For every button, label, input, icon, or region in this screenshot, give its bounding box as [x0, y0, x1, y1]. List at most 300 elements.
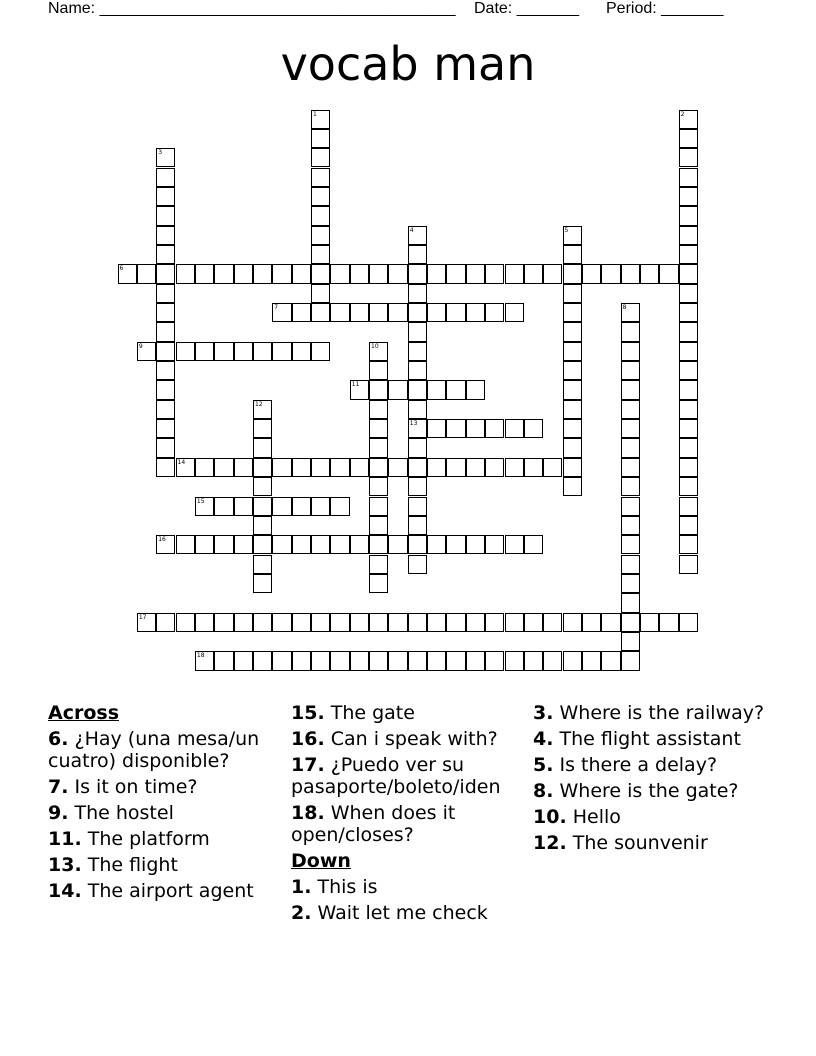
grid-cell[interactable]	[621, 361, 640, 380]
grid-cell[interactable]	[369, 477, 388, 496]
clue-item	[533, 728, 769, 750]
grid-cell[interactable]	[563, 264, 582, 283]
grid-cell[interactable]	[195, 458, 214, 477]
grid-cell[interactable]	[543, 458, 562, 477]
cell-number: 6	[119, 265, 124, 273]
grid-cell[interactable]	[195, 651, 214, 670]
grid-cell[interactable]	[195, 264, 214, 283]
grid-cell[interactable]	[311, 168, 330, 187]
grid-cell[interactable]	[350, 380, 369, 399]
grid-cell[interactable]	[195, 535, 214, 554]
grid-cell[interactable]	[234, 535, 253, 554]
grid-cell[interactable]	[408, 477, 427, 496]
grid-cell[interactable]	[369, 303, 388, 322]
grid-cell[interactable]	[679, 168, 698, 187]
grid-cell[interactable]	[601, 651, 620, 670]
grid-cell[interactable]	[388, 651, 407, 670]
cell-number: 7	[274, 304, 279, 311]
grid-cell[interactable]	[640, 613, 659, 632]
grid-cell[interactable]	[621, 380, 640, 399]
grid-cell[interactable]	[137, 264, 156, 283]
grid-cell[interactable]	[350, 651, 369, 670]
grid-cell[interactable]	[563, 303, 582, 322]
grid-cell[interactable]	[621, 438, 640, 457]
grid-cell[interactable]	[621, 400, 640, 419]
grid-cell[interactable]	[679, 245, 698, 264]
grid-cell[interactable]	[369, 438, 388, 457]
grid-cell[interactable]	[330, 458, 349, 477]
grid-cell[interactable]	[156, 226, 175, 245]
grid-cell[interactable]	[369, 555, 388, 574]
grid-cell[interactable]	[156, 419, 175, 438]
grid-cell[interactable]	[156, 148, 175, 167]
grid-cell[interactable]	[388, 535, 407, 554]
grid-cell[interactable]	[330, 651, 349, 670]
grid-cell[interactable]	[446, 458, 465, 477]
grid-cell[interactable]	[621, 651, 640, 670]
grid-cell[interactable]	[234, 264, 253, 283]
grid-cell[interactable]	[408, 361, 427, 380]
grid-cell[interactable]	[350, 535, 369, 554]
grid-cell[interactable]	[253, 419, 272, 438]
grid-cell[interactable]	[156, 613, 175, 632]
grid-cell[interactable]	[408, 264, 427, 283]
grid-cell[interactable]	[330, 264, 349, 283]
grid-cell[interactable]	[485, 535, 504, 554]
grid-cell[interactable]	[137, 342, 156, 361]
grid-cell[interactable]	[408, 342, 427, 361]
cell-number: 15	[196, 497, 205, 505]
grid-cell[interactable]	[408, 380, 427, 399]
grid-cell[interactable]	[466, 651, 485, 670]
grid-cell[interactable]	[408, 458, 427, 477]
grid-cell[interactable]	[311, 148, 330, 167]
grid-cell[interactable]	[156, 264, 175, 283]
grid-cell[interactable]	[679, 322, 698, 341]
grid-cell[interactable]	[214, 535, 233, 554]
grid-cell[interactable]	[427, 535, 446, 554]
grid-cell[interactable]	[446, 419, 465, 438]
grid-cell[interactable]	[137, 613, 156, 632]
grid-cell[interactable]	[621, 555, 640, 574]
grid-cell[interactable]	[446, 613, 465, 632]
grid-cell[interactable]	[679, 419, 698, 438]
grid-cell[interactable]	[505, 264, 524, 283]
grid-cell[interactable]	[369, 535, 388, 554]
grid-cell[interactable]	[621, 458, 640, 477]
grid-cell[interactable]	[466, 458, 485, 477]
grid-cell[interactable]	[253, 651, 272, 670]
grid-cell[interactable]	[621, 535, 640, 554]
grid-cell[interactable]	[369, 613, 388, 632]
grid-cell[interactable]	[234, 342, 253, 361]
grid-cell[interactable]	[466, 303, 485, 322]
grid-cell[interactable]	[563, 438, 582, 457]
grid-cell[interactable]	[292, 264, 311, 283]
grid-cell[interactable]	[505, 458, 524, 477]
clue-number: 10.	[533, 806, 567, 828]
grid-cell[interactable]	[505, 419, 524, 438]
grid-cell[interactable]	[369, 419, 388, 438]
grid-cell[interactable]	[156, 187, 175, 206]
grid-cell[interactable]	[563, 245, 582, 264]
clue-text: The airport agent	[81, 880, 254, 902]
grid-cell[interactable]	[679, 110, 698, 129]
clue-text: Is it on time?	[68, 776, 198, 798]
grid-cell[interactable]	[427, 264, 446, 283]
grid-cell[interactable]	[543, 613, 562, 632]
grid-cell[interactable]	[563, 284, 582, 303]
cell-number: 5	[564, 226, 569, 234]
grid-cell[interactable]	[679, 535, 698, 554]
grid-cell[interactable]	[176, 264, 195, 283]
grid-cell[interactable]	[253, 400, 272, 419]
grid-cell[interactable]	[582, 264, 601, 283]
grid-cell[interactable]	[156, 284, 175, 303]
grid-cell[interactable]	[156, 361, 175, 380]
grid-cell[interactable]	[369, 380, 388, 399]
grid-cell[interactable]	[485, 613, 504, 632]
grid-cell[interactable]	[272, 497, 291, 516]
grid-cell[interactable]	[156, 168, 175, 187]
grid-cell[interactable]	[272, 458, 291, 477]
grid-cell[interactable]	[446, 651, 465, 670]
grid-cell[interactable]	[485, 651, 504, 670]
grid-cell[interactable]	[214, 264, 233, 283]
clue-item	[48, 728, 284, 772]
grid-cell[interactable]	[679, 497, 698, 516]
grid-cell[interactable]	[621, 632, 640, 651]
grid-cell[interactable]	[388, 458, 407, 477]
grid-cell[interactable]	[621, 264, 640, 283]
grid-cell[interactable]	[253, 555, 272, 574]
grid-cell[interactable]	[408, 651, 427, 670]
grid-cell[interactable]	[369, 497, 388, 516]
grid-cell[interactable]	[350, 264, 369, 283]
grid-cell[interactable]	[292, 651, 311, 670]
grid-cell[interactable]	[195, 342, 214, 361]
grid-cell[interactable]	[118, 264, 137, 283]
grid-cell[interactable]	[679, 264, 698, 283]
grid-cell[interactable]	[311, 187, 330, 206]
grid-cell[interactable]	[350, 303, 369, 322]
clue-number: 1.	[291, 876, 312, 898]
grid-cell[interactable]	[388, 303, 407, 322]
grid-cell[interactable]	[330, 535, 349, 554]
grid-cell[interactable]	[543, 651, 562, 670]
grid-cell[interactable]	[679, 148, 698, 167]
grid-cell[interactable]	[272, 651, 291, 670]
grid-cell[interactable]	[272, 342, 291, 361]
cell-number: 1	[313, 110, 317, 118]
grid-cell[interactable]	[156, 438, 175, 457]
grid-cell[interactable]	[621, 477, 640, 496]
grid-cell[interactable]	[621, 322, 640, 341]
grid-cell[interactable]	[369, 574, 388, 593]
grid-cell[interactable]	[446, 264, 465, 283]
grid-cell[interactable]	[563, 419, 582, 438]
grid-cell[interactable]	[253, 477, 272, 496]
grid-cell[interactable]	[408, 535, 427, 554]
clues-column-2	[291, 702, 531, 928]
grid-cell[interactable]	[292, 303, 311, 322]
clue-number: 13.	[48, 854, 82, 876]
puzzle-title: vocab man	[280, 37, 536, 91]
grid-cell[interactable]	[679, 400, 698, 419]
grid-cell[interactable]	[330, 303, 349, 322]
grid-cell[interactable]	[679, 342, 698, 361]
grid-cell[interactable]	[195, 613, 214, 632]
grid-cell[interactable]	[156, 322, 175, 341]
grid-cell[interactable]	[524, 613, 543, 632]
grid-cell[interactable]	[543, 264, 562, 283]
grid-cell[interactable]	[408, 497, 427, 516]
grid-cell[interactable]	[369, 516, 388, 535]
grid-cell[interactable]	[427, 303, 446, 322]
grid-cell[interactable]	[156, 535, 175, 554]
grid-cell[interactable]	[485, 419, 504, 438]
grid-cell[interactable]	[369, 361, 388, 380]
grid-cell[interactable]	[311, 458, 330, 477]
grid-cell[interactable]	[446, 303, 465, 322]
grid-cell[interactable]	[408, 245, 427, 264]
grid-cell[interactable]	[292, 458, 311, 477]
grid-cell[interactable]	[621, 497, 640, 516]
grid-cell[interactable]	[311, 303, 330, 322]
grid-cell[interactable]	[563, 342, 582, 361]
grid-cell[interactable]	[156, 458, 175, 477]
grid-cell[interactable]	[311, 613, 330, 632]
grid-cell[interactable]	[427, 419, 446, 438]
grid-cell[interactable]	[350, 458, 369, 477]
grid-cell[interactable]	[446, 380, 465, 399]
grid-cell[interactable]	[679, 438, 698, 457]
grid-cell[interactable]	[621, 593, 640, 612]
grid-cell[interactable]	[679, 458, 698, 477]
grid-cell[interactable]	[369, 400, 388, 419]
grid-cell[interactable]	[408, 226, 427, 245]
grid-cell[interactable]	[272, 303, 291, 322]
grid-cell[interactable]	[679, 477, 698, 496]
grid-cell[interactable]	[369, 264, 388, 283]
grid-cell[interactable]	[253, 458, 272, 477]
grid-cell[interactable]	[311, 497, 330, 516]
grid-cell[interactable]	[311, 284, 330, 303]
grid-cell[interactable]	[466, 535, 485, 554]
grid-cell[interactable]	[466, 380, 485, 399]
clue-item	[533, 832, 769, 854]
grid-cell[interactable]	[234, 651, 253, 670]
grid-cell[interactable]	[659, 264, 678, 283]
grid-cell[interactable]	[524, 419, 543, 438]
grid-cell[interactable]	[195, 497, 214, 516]
grid-cell[interactable]	[253, 264, 272, 283]
grid-cell[interactable]	[214, 613, 233, 632]
grid-cell[interactable]	[408, 516, 427, 535]
grid-cell[interactable]	[408, 400, 427, 419]
grid-cell[interactable]	[292, 535, 311, 554]
cell-number: 16	[158, 536, 166, 544]
grid-cell[interactable]	[582, 651, 601, 670]
grid-cell[interactable]	[679, 129, 698, 148]
grid-cell[interactable]	[621, 613, 640, 632]
grid-cell[interactable]	[214, 458, 233, 477]
grid-cell[interactable]	[292, 342, 311, 361]
grid-cell[interactable]	[466, 419, 485, 438]
grid-cell[interactable]	[621, 419, 640, 438]
grid-cell[interactable]	[234, 497, 253, 516]
grid-cell[interactable]	[601, 613, 620, 632]
clue-item	[48, 880, 284, 902]
grid-cell[interactable]	[292, 497, 311, 516]
grid-cell[interactable]	[621, 516, 640, 535]
grid-cell[interactable]	[156, 206, 175, 225]
grid-cell[interactable]	[156, 380, 175, 399]
grid-cell[interactable]	[234, 458, 253, 477]
grid-cell[interactable]	[621, 574, 640, 593]
grid-cell[interactable]	[640, 264, 659, 283]
grid-cell[interactable]	[563, 613, 582, 632]
grid-cell[interactable]	[505, 613, 524, 632]
grid-cell[interactable]	[311, 342, 330, 361]
clue-number: 16.	[291, 728, 325, 750]
grid-cell[interactable]	[485, 458, 504, 477]
grid-cell[interactable]	[524, 651, 543, 670]
grid-cell[interactable]	[388, 380, 407, 399]
grid-cell[interactable]	[563, 380, 582, 399]
grid-cell[interactable]	[272, 535, 291, 554]
grid-cell[interactable]	[176, 535, 195, 554]
grid-cell[interactable]	[369, 342, 388, 361]
grid-cell[interactable]	[234, 613, 253, 632]
grid-cell[interactable]	[253, 342, 272, 361]
grid-cell[interactable]	[563, 322, 582, 341]
grid-cell[interactable]	[408, 303, 427, 322]
grid-cell[interactable]	[176, 613, 195, 632]
grid-cell[interactable]	[563, 226, 582, 245]
period-field-label: Period: _______	[606, 0, 724, 17]
grid-cell[interactable]	[311, 245, 330, 264]
grid-cell[interactable]	[485, 303, 504, 322]
grid-cell[interactable]	[505, 535, 524, 554]
grid-cell[interactable]	[253, 497, 272, 516]
grid-cell[interactable]	[427, 458, 446, 477]
grid-cell[interactable]	[156, 245, 175, 264]
grid-cell[interactable]	[253, 613, 272, 632]
grid-cell[interactable]	[679, 516, 698, 535]
clue-number: 9.	[48, 802, 69, 824]
grid-cell[interactable]	[563, 458, 582, 477]
clue-number: 14.	[48, 880, 82, 902]
grid-cell[interactable]	[388, 613, 407, 632]
grid-cell[interactable]	[330, 613, 349, 632]
grid-cell[interactable]	[524, 264, 543, 283]
grid-cell[interactable]	[679, 380, 698, 399]
grid-cell[interactable]	[253, 574, 272, 593]
grid-cell[interactable]	[601, 264, 620, 283]
date-field-label: Date: _______	[474, 0, 579, 17]
grid-cell[interactable]	[408, 613, 427, 632]
grid-cell[interactable]	[311, 226, 330, 245]
grid-cell[interactable]	[311, 129, 330, 148]
grid-cell[interactable]	[563, 361, 582, 380]
grid-cell[interactable]	[156, 342, 175, 361]
grid-cell[interactable]	[466, 264, 485, 283]
grid-cell[interactable]	[311, 110, 330, 129]
grid-cell[interactable]	[311, 651, 330, 670]
grid-cell[interactable]	[621, 303, 640, 322]
grid-cell[interactable]	[408, 555, 427, 574]
grid-cell[interactable]	[292, 613, 311, 632]
grid-cell[interactable]	[427, 651, 446, 670]
grid-cell[interactable]	[369, 458, 388, 477]
grid-cell[interactable]	[253, 516, 272, 535]
grid-cell[interactable]	[311, 535, 330, 554]
grid-cell[interactable]	[563, 651, 582, 670]
grid-cell[interactable]	[176, 342, 195, 361]
cell-number: 2	[680, 110, 685, 118]
grid-cell[interactable]	[408, 438, 427, 457]
grid-cell[interactable]	[505, 651, 524, 670]
grid-cell[interactable]	[311, 264, 330, 283]
grid-cell[interactable]	[582, 613, 601, 632]
grid-cell[interactable]	[369, 651, 388, 670]
grid-cell[interactable]	[311, 206, 330, 225]
grid-cell[interactable]	[408, 284, 427, 303]
grid-cell[interactable]	[679, 284, 698, 303]
grid-cell[interactable]	[679, 226, 698, 245]
grid-cell[interactable]	[272, 613, 291, 632]
grid-cell[interactable]	[214, 651, 233, 670]
grid-cell[interactable]	[156, 400, 175, 419]
across-heading: Across	[48, 702, 120, 724]
clue-number: 8.	[533, 780, 554, 802]
grid-cell[interactable]	[330, 497, 349, 516]
clue-item	[48, 828, 284, 850]
grid-cell[interactable]	[679, 361, 698, 380]
grid-cell[interactable]	[505, 303, 524, 322]
grid-cell[interactable]	[350, 613, 369, 632]
grid-cell[interactable]	[253, 535, 272, 554]
grid-cell[interactable]	[524, 458, 543, 477]
grid-cell[interactable]	[253, 438, 272, 457]
grid-cell[interactable]	[214, 497, 233, 516]
grid-cell[interactable]	[485, 264, 504, 283]
grid-cell[interactable]	[408, 419, 427, 438]
grid-cell[interactable]	[214, 342, 233, 361]
grid-cell[interactable]	[388, 264, 407, 283]
grid-cell[interactable]	[563, 477, 582, 496]
grid-cell[interactable]	[679, 613, 698, 632]
clue-number: 18.	[291, 802, 325, 824]
grid-cell[interactable]	[621, 342, 640, 361]
grid-cell[interactable]	[524, 535, 543, 554]
grid-cell[interactable]	[272, 264, 291, 283]
grid-cell[interactable]	[446, 535, 465, 554]
grid-cell[interactable]	[679, 187, 698, 206]
grid-cell[interactable]	[659, 613, 678, 632]
grid-cell[interactable]	[679, 206, 698, 225]
grid-cell[interactable]	[427, 613, 446, 632]
grid-cell[interactable]	[408, 322, 427, 341]
grid-cell[interactable]	[679, 555, 698, 574]
grid-cell[interactable]	[563, 400, 582, 419]
grid-cell[interactable]	[176, 458, 195, 477]
grid-cell[interactable]	[679, 303, 698, 322]
grid-cell[interactable]	[466, 613, 485, 632]
grid-cell[interactable]	[427, 380, 446, 399]
grid-cell[interactable]	[156, 303, 175, 322]
